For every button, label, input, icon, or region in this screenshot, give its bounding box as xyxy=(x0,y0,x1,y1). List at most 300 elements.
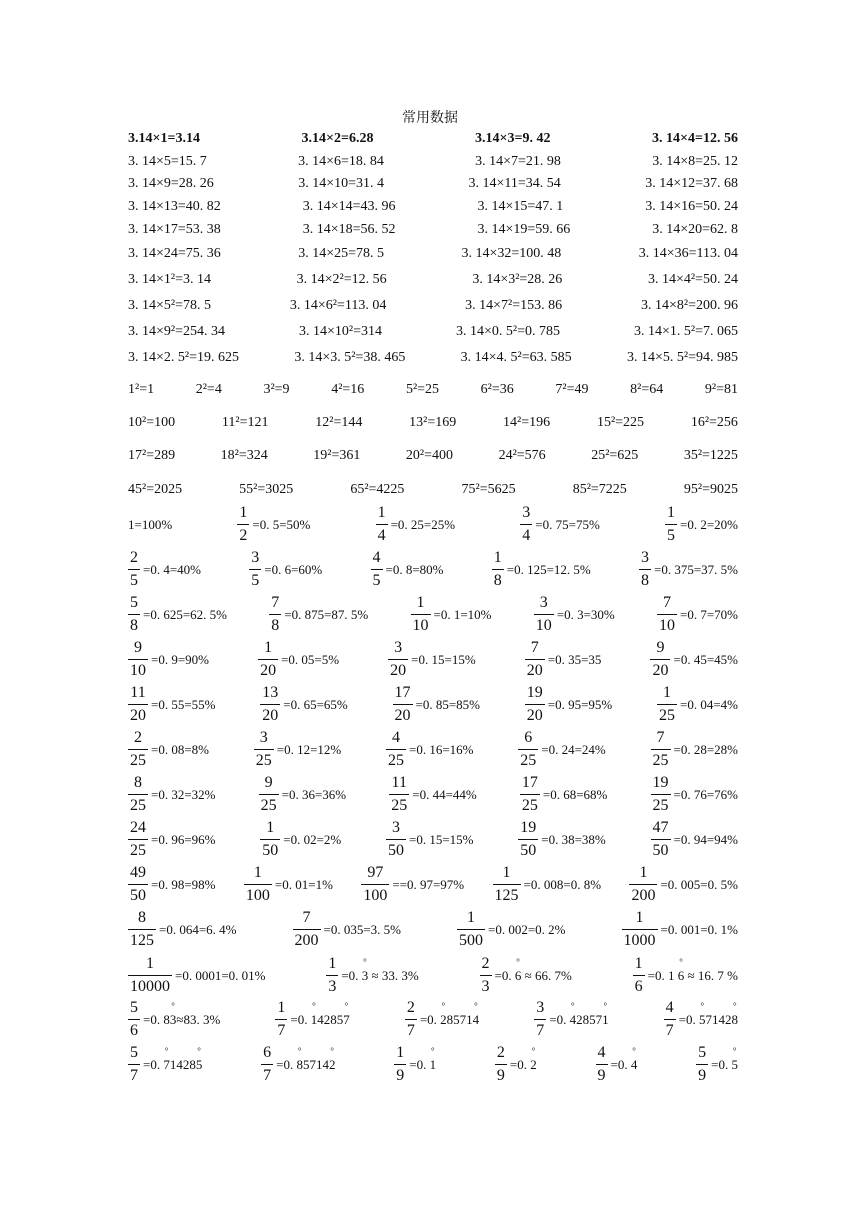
fraction-text: 1=100% xyxy=(128,516,173,532)
formula-item: 3. 14×11=34. 54 xyxy=(468,176,561,191)
fraction-value xyxy=(276,1057,335,1073)
value-text: =0. 125=12. 5% xyxy=(506,561,591,577)
value-text: =0. 65=65% xyxy=(283,696,348,712)
fraction xyxy=(657,595,677,634)
value-text: =0. 035=3. 5% xyxy=(323,921,401,937)
data-row xyxy=(128,131,738,147)
denominator: 7 xyxy=(664,1019,676,1039)
formula-item: 7²=49 xyxy=(555,382,589,397)
denominator: 25 xyxy=(518,749,538,769)
repeating-digit: ° 2 xyxy=(329,1057,336,1073)
numerator: 1 xyxy=(328,955,337,972)
fraction-value xyxy=(324,922,402,938)
denominator: 9 xyxy=(495,1064,507,1084)
fraction-item xyxy=(386,730,474,769)
fraction xyxy=(394,1045,406,1084)
denominator: 20 xyxy=(525,659,545,679)
value-text: =0. xyxy=(711,1056,732,1072)
numerator: 7 xyxy=(302,909,311,926)
denominator: 20 xyxy=(650,659,670,679)
fraction xyxy=(386,820,406,859)
numerator: 1 xyxy=(253,864,262,881)
formula-item: 13²=169 xyxy=(409,415,457,430)
fraction-item xyxy=(389,775,477,814)
formula-item: 4²=16 xyxy=(331,382,365,397)
repeating-digit: ° 3 xyxy=(362,968,369,984)
value-text: =0. 005=0. 5% xyxy=(660,876,738,892)
formula-item: 3. 14×9²=254. 34 xyxy=(128,324,225,339)
value-text: =0. xyxy=(610,1056,631,1072)
fraction-value xyxy=(151,877,216,893)
denominator: 25 xyxy=(389,794,409,814)
fraction xyxy=(269,595,281,634)
numerator: 7 xyxy=(663,594,671,611)
denominator: 20 xyxy=(393,704,413,724)
fraction xyxy=(629,865,657,904)
numerator: 9 xyxy=(656,639,665,656)
denominator: 25 xyxy=(520,794,540,814)
fraction-value xyxy=(151,787,216,803)
denominator: 50 xyxy=(651,839,671,859)
value-text: 4285 xyxy=(317,1011,344,1027)
numerator: 9 xyxy=(264,774,273,791)
fraction-row xyxy=(128,865,738,904)
fraction-item xyxy=(326,956,418,995)
formula-item: 3. 14×10²=314 xyxy=(299,324,382,339)
fraction xyxy=(596,1045,608,1084)
formula-item: 3. 14×8=25. 12 xyxy=(652,154,738,169)
fraction-value xyxy=(679,1012,738,1028)
value-text: ≈ 16. 7 % xyxy=(684,967,738,983)
fraction xyxy=(639,550,651,589)
fraction xyxy=(128,956,172,995)
value-text: =0. xyxy=(419,1011,441,1027)
data-row xyxy=(128,382,738,398)
denominator: 9 xyxy=(596,1064,608,1084)
denominator: 100 xyxy=(244,884,272,904)
fraction-value xyxy=(341,968,418,984)
data-row xyxy=(128,199,738,215)
fraction-item xyxy=(128,910,237,949)
repeating-digit: ° 5 xyxy=(699,1012,706,1028)
fraction xyxy=(260,685,280,724)
fraction-item xyxy=(411,595,492,634)
fraction-item xyxy=(269,595,368,634)
denominator: 20 xyxy=(128,704,148,724)
denominator: 20 xyxy=(260,704,280,724)
fraction-row xyxy=(128,550,738,589)
denominator: 1000 xyxy=(622,929,658,949)
data-row xyxy=(128,482,738,498)
fraction-value xyxy=(284,607,368,623)
fraction-item xyxy=(386,820,474,859)
value-text: =0. 002=0. 2% xyxy=(488,921,566,937)
value-text: 2857 xyxy=(576,1011,603,1027)
formula-item: 65²=4225 xyxy=(350,482,405,497)
formula-item: 3.14×1=3.14 xyxy=(128,131,200,146)
value-text: =0. 76=76% xyxy=(673,786,738,802)
fraction xyxy=(534,595,554,634)
numerator: 6 xyxy=(263,1044,272,1061)
value-text: =0. 2=20% xyxy=(679,516,738,532)
fraction-row xyxy=(128,595,738,634)
denominator: 50 xyxy=(518,839,538,859)
value-text: =0. 8=80% xyxy=(385,561,444,577)
value-text: =0. 375=37. 5% xyxy=(654,561,738,577)
fraction-value xyxy=(264,562,322,578)
value-text: =0. 6=60% xyxy=(264,561,323,577)
formula-item: 3. 14×3. 5²=38. 465 xyxy=(294,350,406,365)
fraction-item xyxy=(260,820,341,859)
fraction-item xyxy=(388,640,476,679)
formula-item: 35²=1225 xyxy=(683,448,738,463)
numerator: 5 xyxy=(698,1044,707,1061)
formula-item: 3. 14×6²=113. 04 xyxy=(289,298,387,313)
formula-item: 3. 14×8²=200. 96 xyxy=(641,298,738,313)
value-text: =0. 9=90% xyxy=(151,651,209,667)
repeating-digit: ° 1 xyxy=(602,1012,609,1028)
fraction-item xyxy=(260,685,348,724)
fraction xyxy=(326,956,338,995)
denominator: 20 xyxy=(525,704,545,724)
fraction-item xyxy=(457,910,566,949)
fraction-value xyxy=(409,832,474,848)
denominator: 25 xyxy=(128,839,148,859)
numerator: 1 xyxy=(467,909,475,926)
denominator: 25 xyxy=(259,794,279,814)
fraction-item xyxy=(371,550,444,589)
value-text: ≈ 66. 7% xyxy=(521,967,572,983)
fraction xyxy=(361,865,389,904)
fraction-value xyxy=(290,1012,349,1028)
numerator: 4 xyxy=(372,549,381,566)
numerator: 2 xyxy=(134,729,142,746)
fraction-item xyxy=(629,865,738,904)
repeating-digit: ° 1 xyxy=(311,1012,318,1028)
data-row xyxy=(128,246,738,262)
value-text: =0. 15=15% xyxy=(411,651,476,667)
formula-item: 19²=361 xyxy=(313,448,361,463)
fraction-item xyxy=(651,820,739,859)
formula-item: 17²=289 xyxy=(128,448,176,463)
fraction-row xyxy=(128,730,738,769)
fraction xyxy=(480,956,492,995)
fraction-row xyxy=(128,820,738,859)
value-text: =0. 5=50% xyxy=(252,516,311,532)
value-text: =0. 94=94% xyxy=(673,831,738,847)
formula-item: 95²=9025 xyxy=(683,482,738,497)
fraction-value xyxy=(711,1057,738,1073)
formula-item: 11²=121 xyxy=(221,415,269,430)
fraction-value xyxy=(143,1057,202,1073)
fraction-row xyxy=(128,1000,738,1039)
data-row xyxy=(128,154,738,170)
formula-item: 3. 14×1. 5²=7. 065 xyxy=(634,324,738,339)
fraction-value xyxy=(548,697,613,713)
fraction-row xyxy=(128,640,738,679)
value-text: =0. 16=16% xyxy=(409,741,474,757)
numerator: 2 xyxy=(481,955,490,972)
fraction xyxy=(622,910,658,949)
formula-item: 25²=625 xyxy=(591,448,639,463)
denominator: 200 xyxy=(293,929,321,949)
fraction xyxy=(128,730,148,769)
fraction xyxy=(657,685,677,724)
fraction-item xyxy=(520,775,608,814)
fraction xyxy=(254,730,274,769)
denominator: 5 xyxy=(249,569,261,589)
numerator: 19 xyxy=(526,684,543,701)
value-text: 5714 xyxy=(302,1056,329,1072)
value-text: =0. 3=30% xyxy=(556,606,615,622)
numerator: 8 xyxy=(134,774,142,791)
denominator: 9 xyxy=(696,1064,708,1084)
value-text: =0. 28=28% xyxy=(673,741,738,757)
fraction xyxy=(261,1045,273,1084)
fraction xyxy=(525,640,545,679)
fraction-item xyxy=(639,550,738,589)
fraction xyxy=(128,820,148,859)
fraction-item xyxy=(622,910,739,949)
numerator: 1 xyxy=(663,684,671,701)
numerator: 1 xyxy=(493,549,502,566)
formula-item: 3. 14×1²=3. 14 xyxy=(128,272,211,287)
formula-item: 55²=3025 xyxy=(239,482,294,497)
value-text: =0. 95=95% xyxy=(547,696,613,712)
formula-item: 16²=256 xyxy=(690,415,738,430)
formula-item: 10²=100 xyxy=(128,415,176,430)
fraction-value xyxy=(277,742,342,758)
fraction-value xyxy=(680,697,738,713)
numerator: 3 xyxy=(251,549,260,566)
numerator: 9 xyxy=(134,639,142,656)
fraction xyxy=(411,595,431,634)
value-text: =0. 4=40% xyxy=(143,561,201,577)
denominator: 25 xyxy=(128,749,148,769)
data-row xyxy=(128,415,738,431)
fraction xyxy=(371,550,383,589)
fraction-value xyxy=(541,742,606,758)
formula-item: 3²=9 xyxy=(263,382,290,397)
value-text: =0. 68=68% xyxy=(542,786,608,802)
fraction xyxy=(128,910,156,949)
formula-item: 1²=1 xyxy=(128,382,155,397)
value-text: =0. 75=75% xyxy=(535,516,600,532)
numerator: 2 xyxy=(130,549,138,566)
fraction xyxy=(128,1045,140,1084)
fraction-item xyxy=(657,595,738,634)
fraction-value xyxy=(488,922,566,938)
fraction-value xyxy=(392,877,464,893)
data-row xyxy=(128,272,738,288)
denominator: 7 xyxy=(534,1019,546,1039)
repeating-digit: ° 7 xyxy=(163,1057,170,1073)
formula-item: 6²=36 xyxy=(480,382,514,397)
numerator: 4 xyxy=(665,999,674,1016)
repeating-digit: ° 8 xyxy=(296,1057,303,1073)
formula-item: 3. 14×15=47. 1 xyxy=(477,199,564,214)
numerator: 13 xyxy=(262,684,279,701)
value-text: =0. xyxy=(276,1056,297,1072)
formula-item: 3. 14×4=12. 56 xyxy=(652,131,738,146)
numerator: 19 xyxy=(520,819,537,836)
fraction-value xyxy=(143,562,201,578)
fraction-value xyxy=(680,607,738,623)
fraction xyxy=(405,1000,417,1039)
data-row xyxy=(128,350,738,366)
fraction-value xyxy=(386,562,444,578)
denominator: 10 xyxy=(534,614,554,634)
value-text: =0. 625=62. 5% xyxy=(143,606,227,622)
numerator: 3 xyxy=(536,999,545,1016)
denominator: 5 xyxy=(128,569,140,589)
formula-item: 18²=324 xyxy=(220,448,268,463)
fraction-item xyxy=(128,820,216,859)
fraction-item xyxy=(244,865,333,904)
numerator: 1 xyxy=(634,955,643,972)
fraction-item xyxy=(394,1045,436,1084)
fraction-item xyxy=(493,865,602,904)
fraction xyxy=(495,1045,507,1084)
denominator: 100 xyxy=(361,884,389,904)
data-row xyxy=(128,298,738,314)
fraction xyxy=(386,730,406,769)
numerator: 49 xyxy=(130,864,146,881)
formula-item: 3. 14×25=78. 5 xyxy=(298,246,385,261)
fraction xyxy=(518,820,538,859)
value-text: =0. 35=35 xyxy=(547,651,602,667)
numerator: 1 xyxy=(277,999,286,1016)
fraction-item xyxy=(657,685,738,724)
fraction xyxy=(249,550,261,589)
fraction-value xyxy=(611,1057,638,1073)
formula-item: 3. 14×17=53. 38 xyxy=(128,222,221,237)
fraction-value xyxy=(409,742,474,758)
fraction xyxy=(651,775,671,814)
fraction-value xyxy=(159,922,237,938)
fraction-item xyxy=(128,1000,220,1039)
value-text: =0. 12=12% xyxy=(276,741,342,757)
fraction-value xyxy=(281,652,339,668)
value-text: 8571 xyxy=(446,1011,473,1027)
denominator: 20 xyxy=(258,659,278,679)
formula-item: 24²=576 xyxy=(498,448,546,463)
fraction xyxy=(457,910,485,949)
repeating-digit: ° 4 xyxy=(473,1012,480,1028)
numerator: 11 xyxy=(130,684,146,701)
fraction-value xyxy=(283,697,348,713)
numerator: 97 xyxy=(367,864,384,881)
value-text: ==0. 97=97% xyxy=(392,876,465,892)
numerator: 1 xyxy=(666,504,675,521)
numerator: 3 xyxy=(641,549,649,566)
fraction-item xyxy=(237,505,310,544)
denominator: 6 xyxy=(128,1019,140,1039)
fraction-item xyxy=(633,956,738,995)
fraction-value xyxy=(175,968,266,984)
numerator: 7 xyxy=(656,729,665,746)
value-text: =0. 25=25% xyxy=(390,516,456,532)
fraction-item xyxy=(293,910,402,949)
fraction-item xyxy=(664,1000,738,1039)
numerator: 1 xyxy=(377,504,386,521)
data-row xyxy=(128,448,738,464)
fraction-row xyxy=(128,775,738,814)
repeating-digit: ° 5 xyxy=(731,1057,738,1073)
value-text: =0. 0001=0. 01% xyxy=(175,967,266,983)
denominator: 8 xyxy=(128,614,140,634)
value-text: =0. xyxy=(341,967,362,983)
value-text: =0. 04=4% xyxy=(680,696,738,712)
formula-item: 8²=64 xyxy=(630,382,664,397)
fraction-item xyxy=(128,517,172,533)
value-text: =0. 008=0. 8% xyxy=(523,876,602,892)
fraction-item xyxy=(405,1000,479,1039)
fraction xyxy=(492,550,504,589)
fraction-value xyxy=(151,652,209,668)
denominator: 10 xyxy=(657,614,677,634)
formula-item: 3. 14×14=43. 96 xyxy=(302,199,396,214)
numerator: 7 xyxy=(271,594,280,611)
formula-item: 3. 14×36=113. 04 xyxy=(638,246,738,261)
formula-item: 3. 14×2²=12. 56 xyxy=(296,272,387,287)
data-row xyxy=(128,324,738,340)
fraction xyxy=(293,910,321,949)
formula-item: 15²=225 xyxy=(596,415,645,430)
fraction-item xyxy=(128,595,227,634)
formula-item: 14²=196 xyxy=(503,415,551,430)
numerator: 1 xyxy=(264,639,273,656)
page-title: 常用数据 xyxy=(402,111,458,126)
denominator: 4 xyxy=(376,524,388,544)
fraction-item xyxy=(495,1045,537,1084)
fraction xyxy=(128,550,140,589)
formula-item: 3. 14×5²=78. 5 xyxy=(128,298,211,313)
fraction-item xyxy=(696,1045,738,1084)
repeating-digit: ° 1 xyxy=(430,1057,437,1073)
fraction-item xyxy=(261,1045,335,1084)
value-text: 1428 xyxy=(169,1056,196,1072)
formula-item: 75²=5625 xyxy=(461,482,516,497)
formula-item: 3. 14×19=59. 66 xyxy=(477,222,571,237)
denominator: 5 xyxy=(665,524,677,544)
denominator: 25 xyxy=(254,749,274,769)
formula-item: 3. 14×0. 5²=0. 785 xyxy=(456,324,560,339)
formula-item: 3. 14×5=15. 7 xyxy=(128,154,207,169)
denominator: 3 xyxy=(480,975,492,995)
numerator: 2 xyxy=(496,1044,505,1061)
fraction-value xyxy=(660,877,738,893)
fraction-value xyxy=(524,877,602,893)
numerator: 3 xyxy=(522,504,531,521)
fraction xyxy=(393,685,413,724)
numerator: 17 xyxy=(394,684,411,701)
fraction-row xyxy=(128,505,738,544)
numerator: 19 xyxy=(652,774,669,791)
fraction-value xyxy=(434,607,492,623)
repeating-digit: ° 7 xyxy=(343,1012,350,1028)
fraction-item xyxy=(254,730,342,769)
value-text: =0. 8 xyxy=(143,1011,170,1027)
value-text: =0. 1 xyxy=(647,967,678,983)
formula-item: 3. 14×7²=153. 86 xyxy=(465,298,563,313)
formula-item: 3.14×2=6.28 xyxy=(301,131,374,146)
fraction xyxy=(696,1045,708,1084)
denominator: 6 xyxy=(633,975,645,995)
fraction xyxy=(258,640,278,679)
numerator: 1 xyxy=(416,594,425,611)
fraction-item xyxy=(525,640,602,679)
